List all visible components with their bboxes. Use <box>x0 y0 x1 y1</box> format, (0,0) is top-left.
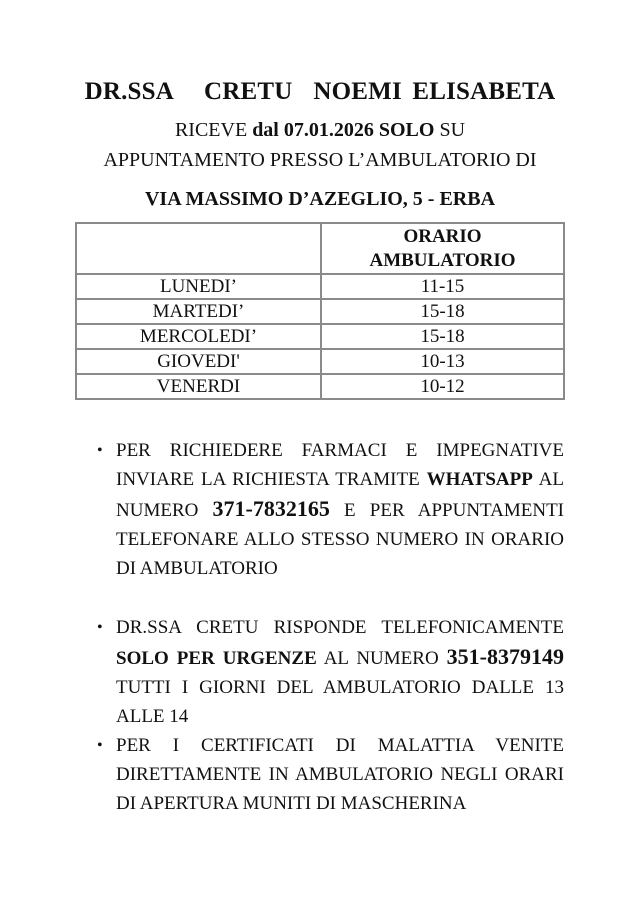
day-cell: MERCOLEDI’ <box>76 324 321 349</box>
schedule-header-day <box>76 223 321 274</box>
note-text: E PER APPUNTAMENTI TELEFONARE ALLO STESSO NUMERO IN ORARIO DI AMBULATORIO <box>116 500 564 579</box>
hours-cell: 10-13 <box>321 349 564 374</box>
reception-prefix: RICEVE <box>174 119 253 141</box>
hours-cell: 15-18 <box>321 299 564 324</box>
doctor-name-title: DR.SSA CRETU NOEMI ELISABETA <box>84 78 556 105</box>
note-whatsapp <box>94 436 564 583</box>
note-text: AL NUMERO <box>316 648 447 669</box>
schedule-header-row <box>76 223 564 274</box>
reception-suffix: SU <box>434 119 466 141</box>
note-text: PER I CERTIFICATI DI MALATTIA VENITE DIRETTAMENTE IN AMBULATORIO NEGLI ORARI DI APERTURA MUNITI DI MASCHERINA <box>116 735 564 814</box>
table-row <box>76 299 564 324</box>
note-text: TUTTI I GIORNI DEL AMBULATORIO DALLE 13 ALLE 14 <box>116 677 564 727</box>
day-cell: GIOVEDI' <box>76 349 321 374</box>
hours-cell: 10-12 <box>321 374 564 399</box>
appointment-line: APPUNTAMENTO PRESSO L’AMBULATORIO DI <box>103 149 537 171</box>
bullet-icon: • <box>97 737 103 754</box>
table-row <box>76 374 564 399</box>
note-sick-certificates <box>94 731 564 818</box>
table-row <box>76 274 564 299</box>
clinic-address: VIA MASSIMO D’AZEGLIO, 5 - ERBA <box>144 188 496 210</box>
reception-date: dal 07.01.2026 SOLO <box>252 119 435 141</box>
note-emphasis: SOLO PER URGENZE <box>116 648 317 669</box>
note-urgent-calls <box>94 613 564 731</box>
bullet-icon: • <box>97 619 103 636</box>
hours-cell: 15-18 <box>321 324 564 349</box>
reception-line <box>0 117 640 143</box>
schedule-header-hours: ORARIO AMBULATORIO <box>321 223 564 274</box>
whatsapp-phone-number: 371-7832165 <box>212 496 330 521</box>
note-text: AL NUMERO <box>116 469 565 521</box>
day-cell: LUNEDI’ <box>76 274 321 299</box>
bullet-icon: • <box>97 442 103 459</box>
schedule-table <box>75 222 565 400</box>
day-cell: MARTEDI’ <box>76 299 321 324</box>
note-text: DR.SSA CRETU RISPONDE TELEFONICAMENTE <box>116 617 564 638</box>
table-row <box>76 349 564 374</box>
note-emphasis: WHATSAPP <box>426 469 533 490</box>
note-text: PER RICHIEDERE FARMACI E IMPEGNATIVE INVIARE LA RICHIESTA TRAMITE <box>116 440 564 490</box>
table-row <box>76 324 564 349</box>
hours-cell: 11-15 <box>321 274 564 299</box>
urgent-phone-number: 351-8379149 <box>446 644 564 669</box>
notes-list <box>94 436 564 818</box>
day-cell: VENERDI <box>76 374 321 399</box>
